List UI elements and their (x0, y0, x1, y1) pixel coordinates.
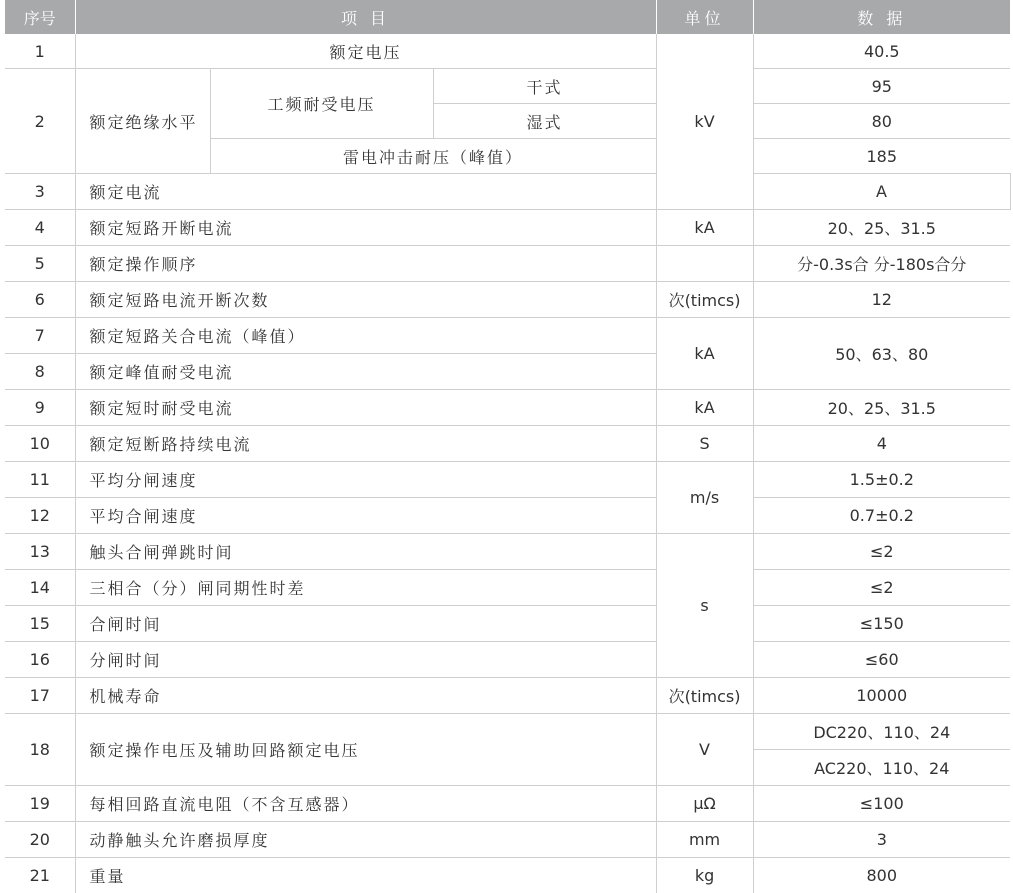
row-number: 13 (5, 534, 75, 570)
header-item: 项 目 (75, 0, 656, 34)
item-name: 重量 (75, 858, 656, 893)
row-number: 14 (5, 570, 75, 606)
row-number: 2 (5, 69, 75, 174)
row-number: 21 (5, 858, 75, 893)
wet-label: 湿式 (433, 104, 656, 139)
table-row (5, 210, 1010, 246)
table-row (5, 69, 1010, 104)
value-cell: AC220、110、24 (753, 750, 1010, 786)
value-cell: ≤60 (753, 642, 1010, 678)
table-row (5, 714, 1010, 750)
value-cell: 3 (753, 822, 1010, 858)
table-row (5, 606, 1010, 642)
unit-cell: kg (656, 858, 753, 893)
value-cell: 0.7±0.2 (753, 498, 1010, 534)
value-cell: DC220、110、24 (753, 714, 1010, 750)
table-row (5, 282, 1010, 318)
row-number: 19 (5, 786, 75, 822)
item-name: 合闸时间 (75, 606, 656, 642)
row-number: 18 (5, 714, 75, 786)
table-row (5, 246, 1010, 282)
row-number: 12 (5, 498, 75, 534)
item-name: 额定短断路持续电流 (75, 426, 656, 462)
value-cell: 分-0.3s合 分-180s合分 (753, 246, 1010, 282)
unit-cell: 次(timcs) (656, 282, 753, 318)
value-cell: ≤100 (753, 786, 1010, 822)
value-cell: 4 (753, 426, 1010, 462)
row-number: 1 (5, 34, 75, 69)
value-cell: 40.5 (753, 34, 1010, 69)
item-name: 额定电流 (75, 174, 656, 210)
item-name: 额定操作顺序 (75, 246, 656, 282)
item-name: 额定短时耐受电流 (75, 390, 656, 426)
row-number: 17 (5, 678, 75, 714)
unit-cell: 次(timcs) (656, 678, 753, 714)
table-row (5, 318, 1010, 354)
table-row (5, 534, 1010, 570)
unit-cell (656, 246, 753, 282)
value-cell: 50、63、80 (753, 318, 1010, 390)
item-name: 动静触头允许磨损厚度 (75, 822, 656, 858)
unit-cell: A (753, 174, 1010, 210)
item-name: 额定操作电压及辅助回路额定电压 (75, 714, 656, 786)
item-name: 额定绝缘水平 (75, 69, 210, 174)
item-name: 每相回路直流电阻（不含互感器） (75, 786, 656, 822)
value-cell: 12 (753, 282, 1010, 318)
value-cell: ≤2 (753, 534, 1010, 570)
row-number: 10 (5, 426, 75, 462)
sub-item-name: 工频耐受电压 (210, 69, 433, 139)
table-row (5, 642, 1010, 678)
table-row (5, 822, 1010, 858)
sub-item-name: 雷电冲击耐压（峰值） (210, 139, 656, 174)
table-row (5, 498, 1010, 534)
row-number: 16 (5, 642, 75, 678)
table-row (5, 786, 1010, 822)
unit-cell: kA (656, 318, 753, 390)
item-name: 额定短路关合电流（峰值） (75, 318, 656, 354)
unit-cell: kV (656, 34, 753, 210)
item-name: 额定短路电流开断次数 (75, 282, 656, 318)
value-cell: 800 (753, 858, 1010, 893)
table-row (5, 390, 1010, 426)
value-cell: ≤2 (753, 570, 1010, 606)
unit-cell: V (656, 714, 753, 786)
item-name: 触头合闸弹跳时间 (75, 534, 656, 570)
table-row (5, 678, 1010, 714)
value-cell: 20、25、31.5 (753, 390, 1010, 426)
table-header (5, 0, 1010, 34)
header-data: 数 据 (753, 0, 1010, 34)
value-cell: 185 (753, 139, 1010, 174)
value-cell: 20、25、31.5 (753, 210, 1010, 246)
table-row (5, 34, 1010, 69)
unit-cell: s (656, 534, 753, 678)
value-cell: ≤150 (753, 606, 1010, 642)
item-name: 额定电压 (75, 34, 656, 69)
row-number: 11 (5, 462, 75, 498)
unit-cell: μΩ (656, 786, 753, 822)
item-name: 额定峰值耐受电流 (75, 354, 656, 390)
unit-cell: kA (656, 390, 753, 426)
row-number: 20 (5, 822, 75, 858)
row-number: 8 (5, 354, 75, 390)
item-name: 平均合闸速度 (75, 498, 656, 534)
value-cell: 80 (753, 104, 1010, 139)
item-name: 额定短路开断电流 (75, 210, 656, 246)
item-name: 分闸时间 (75, 642, 656, 678)
row-number: 3 (5, 174, 75, 210)
unit-cell: S (656, 426, 753, 462)
item-name: 平均分闸速度 (75, 462, 656, 498)
value-cell: 1.5±0.2 (753, 462, 1010, 498)
row-number: 9 (5, 390, 75, 426)
table-row (5, 570, 1010, 606)
header-no: 序号 (5, 0, 75, 34)
header-unit: 单位 (656, 0, 753, 34)
row-number: 6 (5, 282, 75, 318)
table-row (5, 174, 1010, 210)
item-name: 三相合（分）闸同期性时差 (75, 570, 656, 606)
item-name: 机械寿命 (75, 678, 656, 714)
row-number: 7 (5, 318, 75, 354)
row-number: 15 (5, 606, 75, 642)
row-number: 4 (5, 210, 75, 246)
row-number: 5 (5, 246, 75, 282)
unit-cell: mm (656, 822, 753, 858)
spec-table (5, 0, 1010, 893)
value-cell: 95 (753, 69, 1010, 104)
value-cell: 10000 (753, 678, 1010, 714)
table-row (5, 426, 1010, 462)
unit-cell: m/s (656, 462, 753, 534)
unit-cell: kA (656, 210, 753, 246)
table-row (5, 462, 1010, 498)
dry-label: 干式 (433, 69, 656, 104)
table-row (5, 858, 1010, 893)
